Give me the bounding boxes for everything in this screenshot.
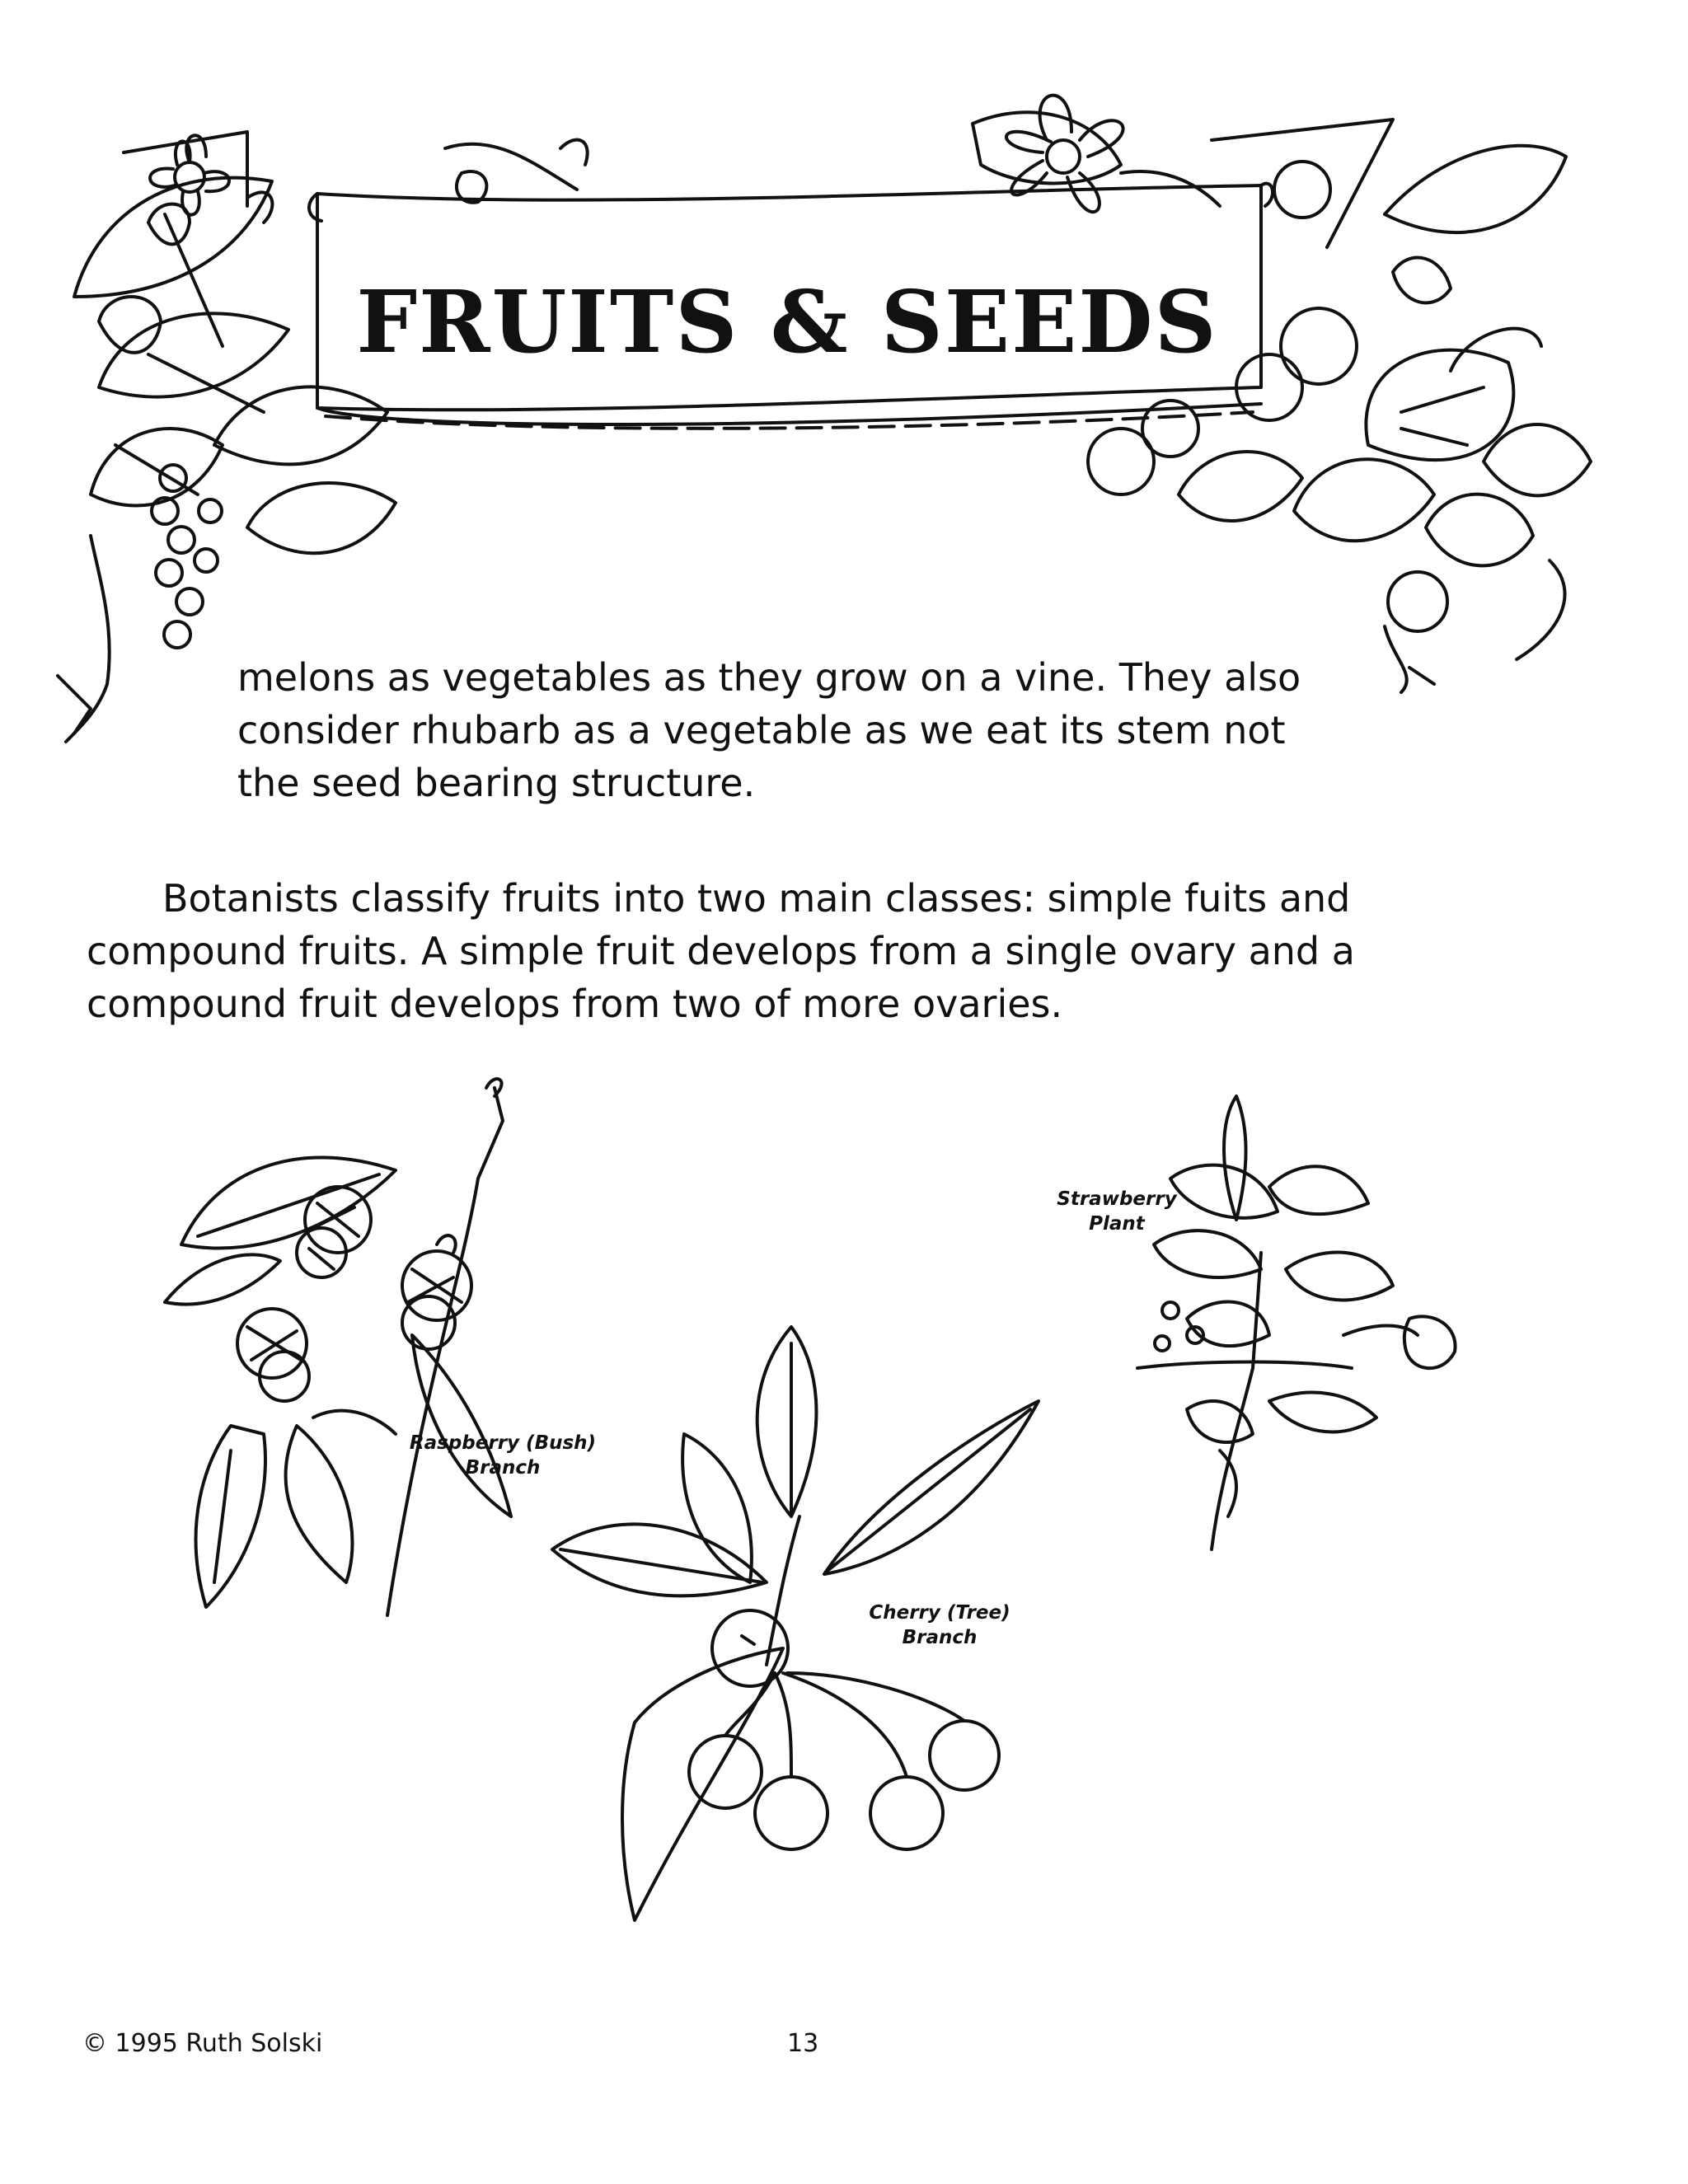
raspberry-branch-illustration	[148, 1071, 610, 1615]
footer-copyright: © 1995 Ruth Solski	[82, 2029, 323, 2058]
page-title: FRUITS & SEEDS	[356, 270, 1218, 373]
caption-line: Cherry (Tree)	[869, 1602, 1010, 1624]
caption-line: Branch	[465, 1457, 541, 1479]
paragraph-line: consider rhubarb as a vegetable as we eat its stem not	[237, 708, 1286, 752]
paragraph-line: compound fruit develops from two of more ovaries.	[87, 982, 1063, 1026]
footer-page-number: 13	[787, 2029, 819, 2058]
caption-line: Plant	[1089, 1213, 1145, 1235]
caption-line: Branch	[902, 1627, 978, 1648]
paragraph-line: the seed bearing structure.	[237, 761, 756, 805]
paragraph-line: Botanists classify fruits into two main classes: simple fuits and	[162, 876, 1351, 921]
paragraph-fruit-classes	[87, 872, 1405, 1030]
strawberry-plant-illustration	[1137, 1088, 1484, 1549]
paragraph-line: melons as vegetables as they grow on a vine. They also	[237, 655, 1301, 700]
caption-line: Strawberry	[1057, 1188, 1177, 1210]
strawberry-caption	[1051, 1187, 1183, 1236]
cherry-caption	[841, 1601, 1039, 1650]
caption-line: Raspberry (Bush)	[409, 1432, 597, 1454]
paragraph-vegetables	[237, 651, 1391, 809]
paragraph-line: compound fruits. A simple fruit develops from a single ovary and a	[87, 929, 1355, 973]
